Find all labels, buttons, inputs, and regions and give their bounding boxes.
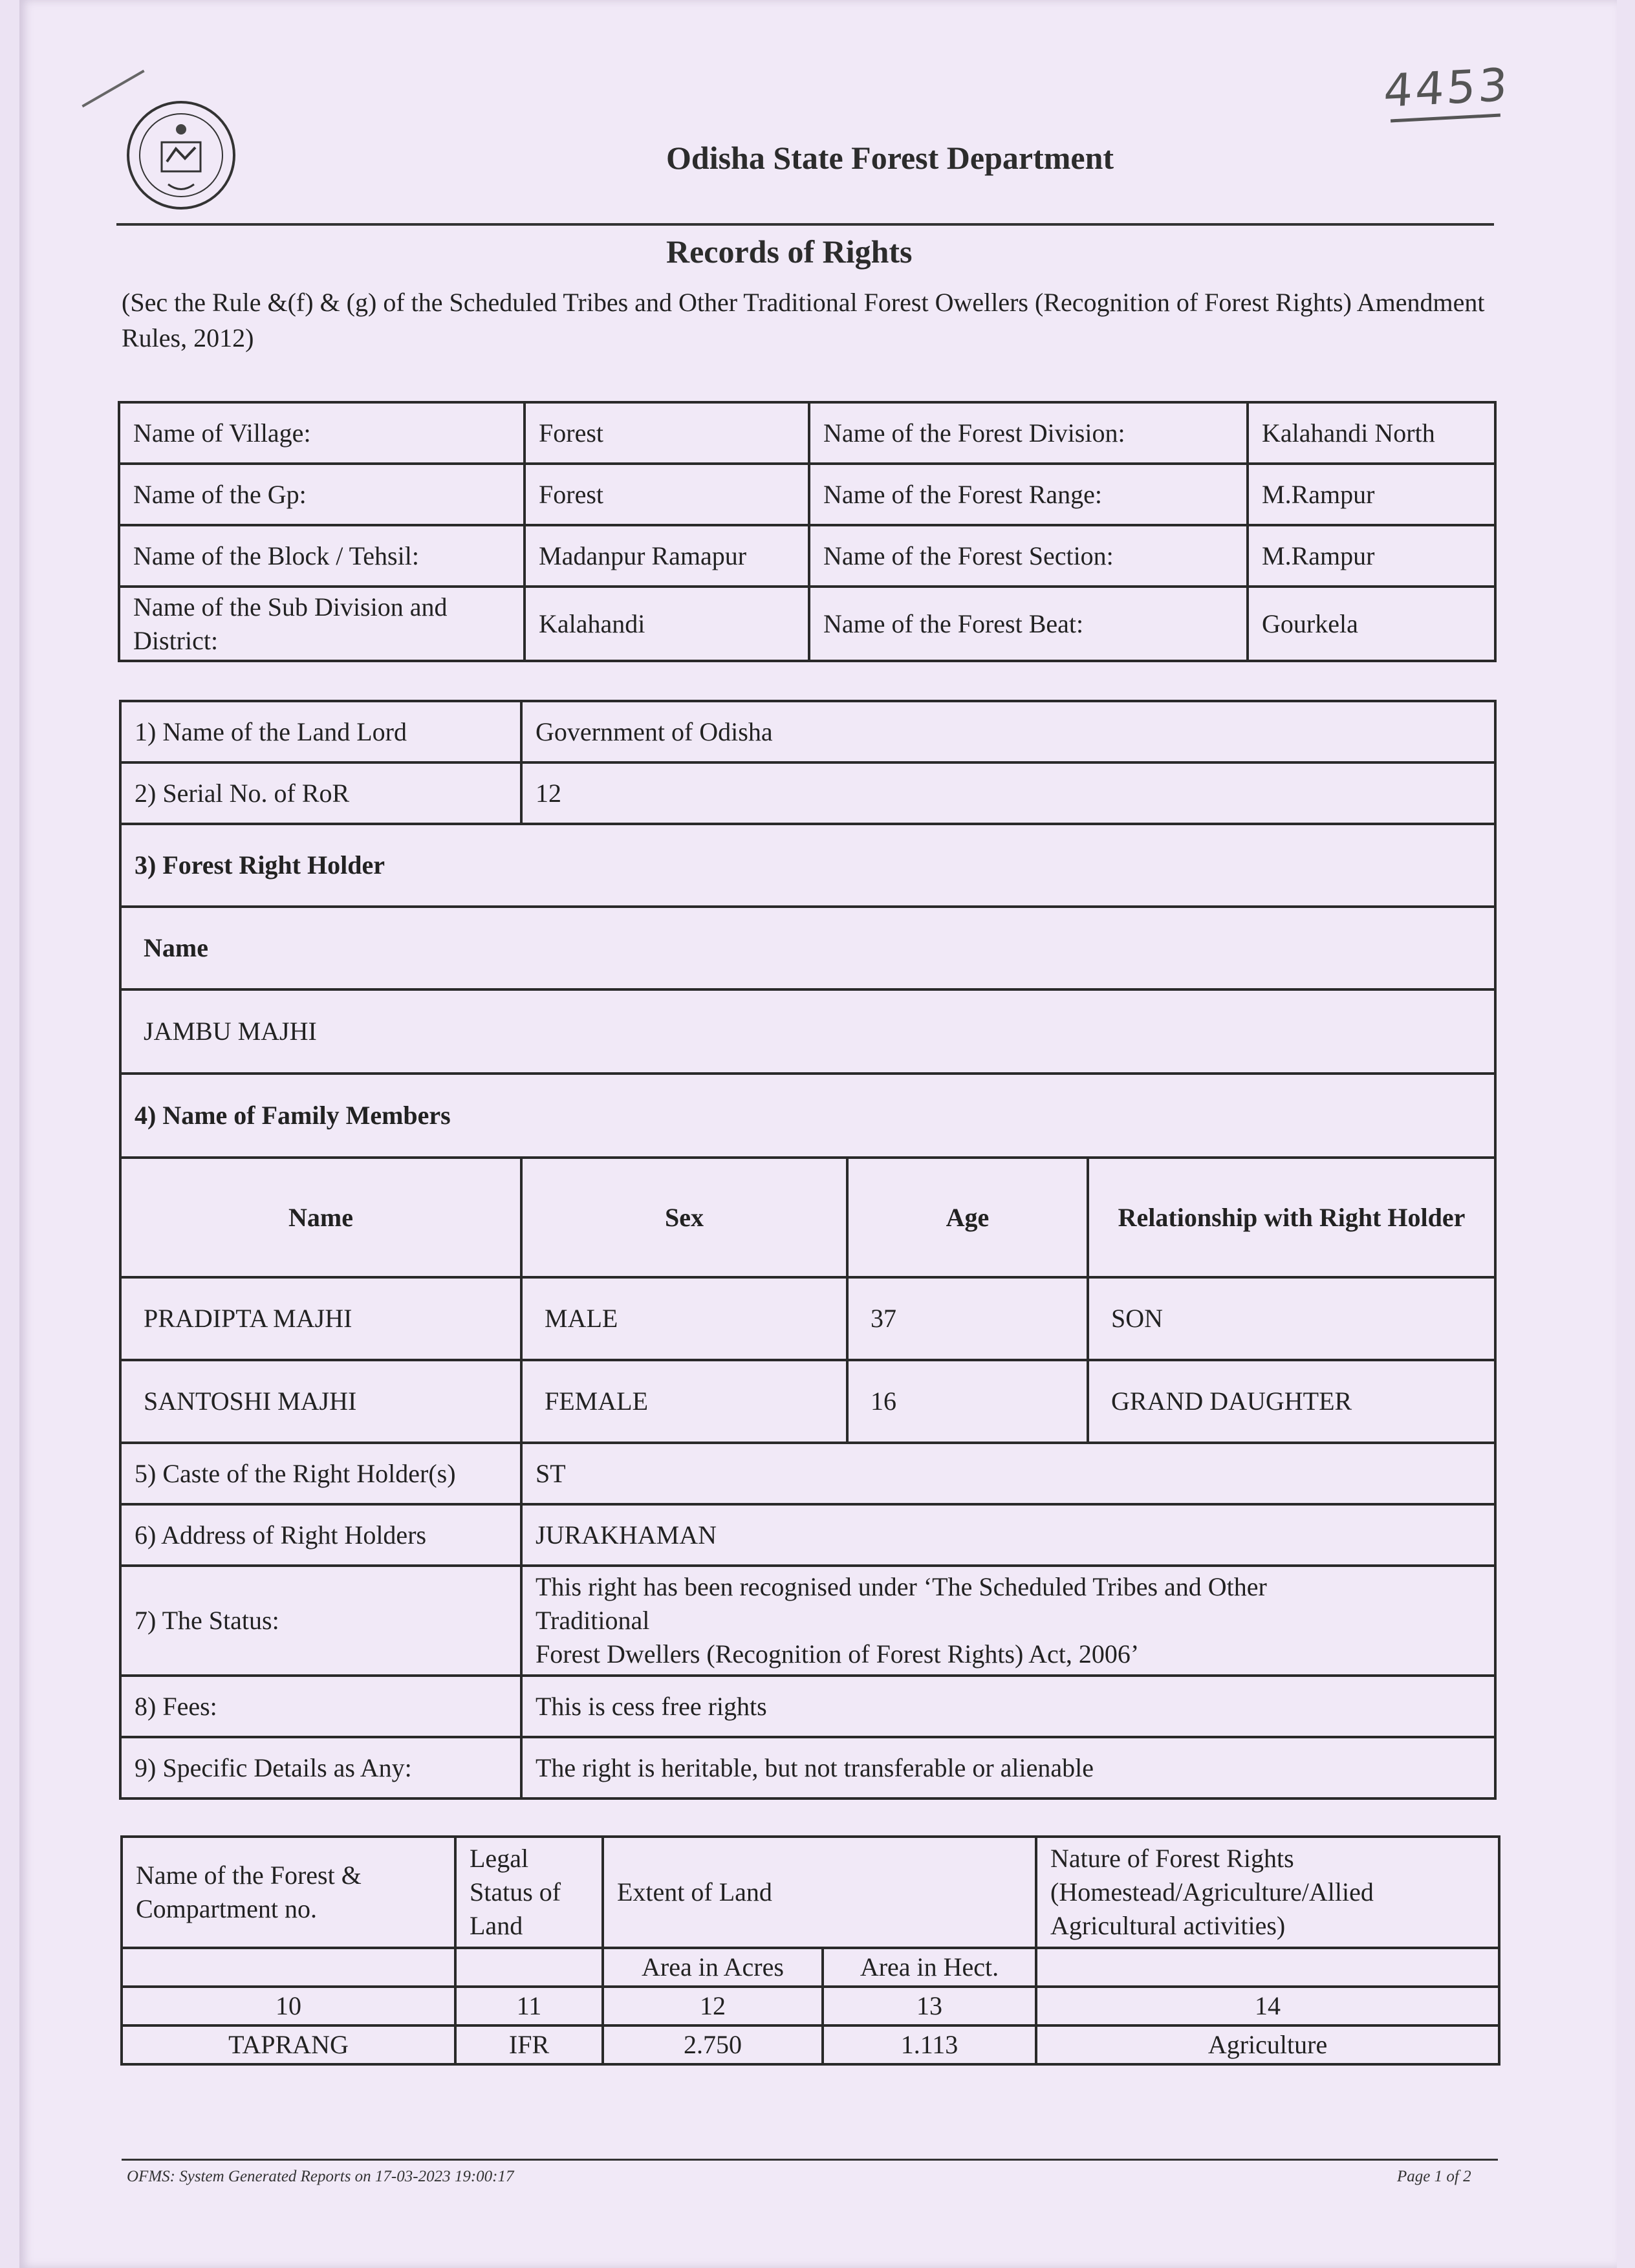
area-hect: 1.113 xyxy=(823,2025,1036,2064)
sub-area-hect: Area in Hect. xyxy=(823,1948,1036,1987)
subdiv-value: Kalahandi xyxy=(525,587,809,661)
address-value: JURAKHAMAN xyxy=(521,1504,1495,1566)
division-label: Name of the Forest Division: xyxy=(809,402,1248,464)
status-value xyxy=(521,1566,1495,1676)
document-title: Records of Rights xyxy=(666,233,913,270)
beat-value: Gourkela xyxy=(1248,587,1495,661)
column-number: 11 xyxy=(455,1987,603,2025)
column-number: 14 xyxy=(1036,1987,1499,2025)
range-value: M.Rampur xyxy=(1248,464,1495,525)
fees-value: This is cess free rights xyxy=(521,1676,1495,1737)
status-label: 7) The Status: xyxy=(120,1566,521,1676)
family-row xyxy=(120,1360,1495,1443)
block-value: Madanpur Ramapur xyxy=(525,525,809,587)
forest-name: TAPRANG xyxy=(122,2025,455,2064)
col-nature-of-rights: Nature of Forest Rights (Homestead/Agriculture/Allied Agricultural activities) xyxy=(1036,1837,1499,1948)
sub-area-acres: Area in Acres xyxy=(603,1948,823,1987)
beat-label: Name of the Forest Beat: xyxy=(809,587,1248,661)
serial-value: 12 xyxy=(521,762,1495,824)
family-members-heading: 4) Name of Family Members xyxy=(120,1074,1495,1158)
column-number: 12 xyxy=(603,1987,823,2025)
column-number: 10 xyxy=(122,1987,455,2025)
family-member-sex: MALE xyxy=(521,1277,847,1360)
footer-page-number: Page 1 of 2 xyxy=(1397,2168,1471,2185)
serial-label: 2) Serial No. of RoR xyxy=(120,762,521,824)
footer-rule xyxy=(122,2159,1498,2161)
legal-status: IFR xyxy=(455,2025,603,2064)
area-acres: 2.750 xyxy=(603,2025,823,2064)
handwritten-number: 4453 xyxy=(1382,58,1511,118)
family-member-name: PRADIPTA MAJHI xyxy=(120,1277,521,1360)
rule-reference: (Sec the Rule &(f) & (g) of the Scheduled Tribes and Other Traditional Forest Owellers (Recognition of Forest Rights) Amendment Rules, 2012) xyxy=(122,288,1485,352)
department-title: Odisha State Forest Department xyxy=(666,140,1114,176)
village-value: Forest xyxy=(525,402,809,464)
odisha-emblem-icon xyxy=(123,97,239,213)
address-label: 6) Address of Right Holders xyxy=(120,1504,521,1566)
family-member-sex: FEMALE xyxy=(521,1360,847,1443)
section-label: Name of the Forest Section: xyxy=(809,525,1248,587)
family-row xyxy=(120,1277,1495,1360)
gp-value: Forest xyxy=(525,464,809,525)
gp-label: Name of the Gp: xyxy=(119,464,525,525)
land-details-table xyxy=(120,1835,1500,2066)
name-heading: Name xyxy=(120,907,1495,989)
rights-record-table xyxy=(119,700,1497,1800)
village-label: Name of Village: xyxy=(119,402,525,464)
header-rule xyxy=(116,223,1494,226)
footer-report-stamp: OFMS: System Generated Reports on 17-03-2023 19:00:17 xyxy=(127,2168,514,2185)
division-value: Kalahandi North xyxy=(1248,402,1495,464)
location-table xyxy=(118,401,1497,662)
block-label: Name of the Block / Tehsil: xyxy=(119,525,525,587)
landlord-label: 1) Name of the Land Lord xyxy=(120,701,521,762)
col-forest-compartment: Name of the Forest & Compartment no. xyxy=(122,1837,455,1948)
nature-of-right: Agriculture xyxy=(1036,2025,1499,2064)
section-value: M.Rampur xyxy=(1248,525,1495,587)
family-col-name: Name xyxy=(120,1158,521,1277)
status-line-1: This right has been recognised under ‘The Scheduled Tribes and Other Traditional xyxy=(536,1572,1267,1635)
family-col-age: Age xyxy=(847,1158,1088,1277)
family-member-name: SANTOSHI MAJHI xyxy=(120,1360,521,1443)
family-member-relation: SON xyxy=(1088,1277,1495,1360)
family-member-age: 16 xyxy=(847,1360,1088,1443)
range-label: Name of the Forest Range: xyxy=(809,464,1248,525)
caste-value: ST xyxy=(521,1443,1495,1504)
family-col-relation: Relationship with Right Holder xyxy=(1088,1158,1495,1277)
status-line-2: Forest Dwellers (Recognition of Forest Rights) Act, 2006’ xyxy=(536,1639,1140,1669)
family-member-relation: GRAND DAUGHTER xyxy=(1088,1360,1495,1443)
family-col-sex: Sex xyxy=(521,1158,847,1277)
col-legal-status: Legal Status of Land xyxy=(455,1837,603,1948)
land-row xyxy=(122,2025,1499,2064)
fees-label: 8) Fees: xyxy=(120,1676,521,1737)
column-number: 13 xyxy=(823,1987,1036,2025)
family-member-age: 37 xyxy=(847,1277,1088,1360)
details-label: 9) Specific Details as Any: xyxy=(120,1737,521,1798)
right-holder-heading: 3) Forest Right Holder xyxy=(120,824,1495,907)
caste-label: 5) Caste of the Right Holder(s) xyxy=(120,1443,521,1504)
landlord-value: Government of Odisha xyxy=(521,701,1495,762)
subdiv-label: Name of the Sub Division and District: xyxy=(119,587,525,661)
col-extent-of-land: Extent of Land xyxy=(603,1837,1036,1948)
right-holder-name: JAMBU MAJHI xyxy=(120,989,1495,1074)
details-value: The right is heritable, but not transferable or alienable xyxy=(521,1737,1495,1798)
